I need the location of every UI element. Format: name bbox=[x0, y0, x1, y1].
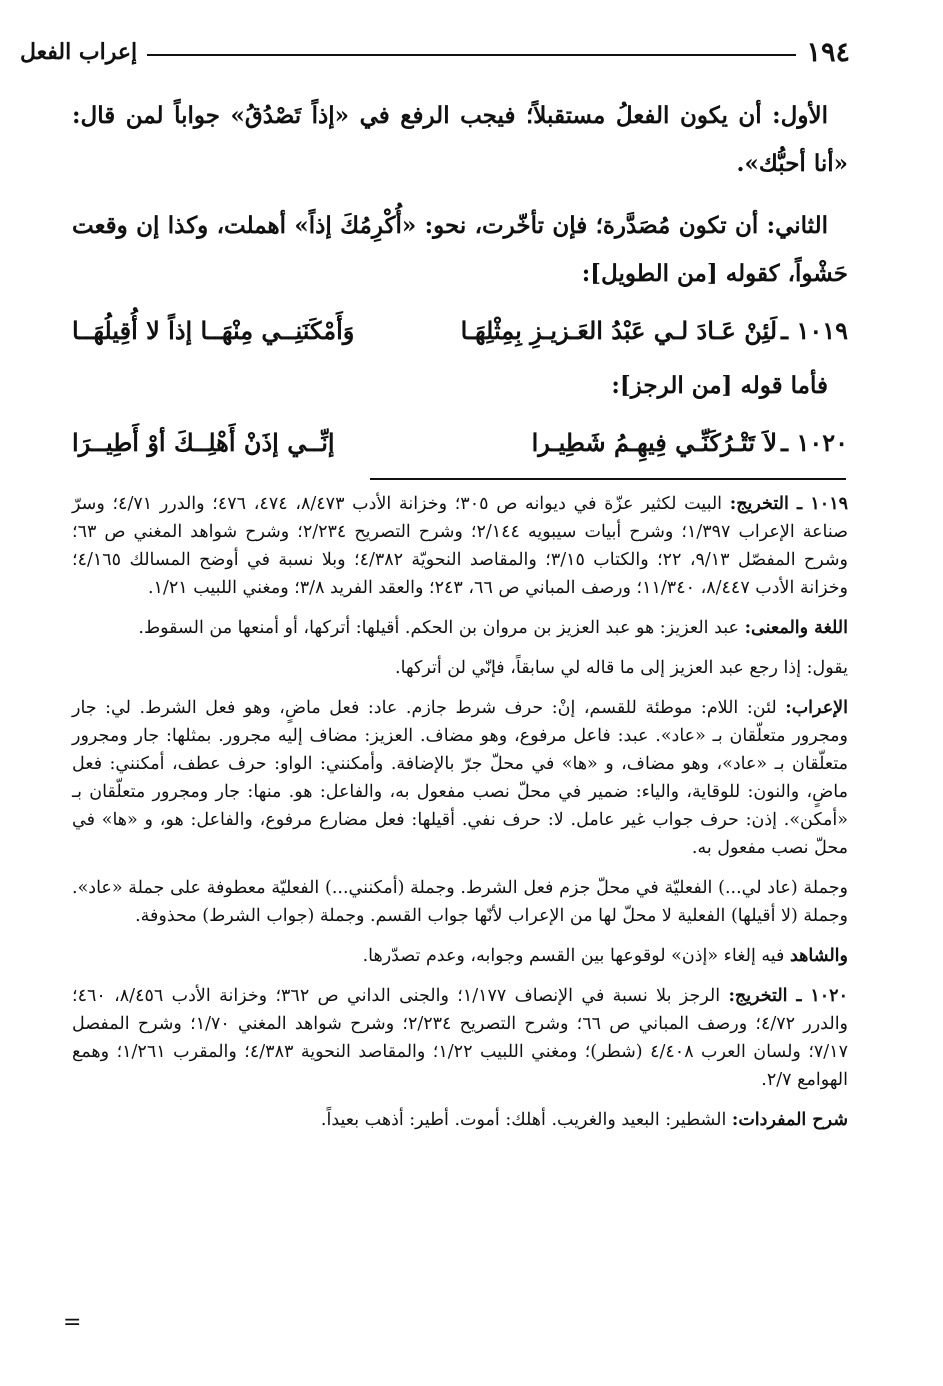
verse-number: ١٠١٩ ـ bbox=[781, 315, 848, 345]
note-label: والشاهد bbox=[789, 946, 848, 966]
paragraph-second-condition: الثاني: أن تكون مُصَدَّرة؛ فإن تأخّرت، نحو: «أُكْرِمُكَ إذاً» أهملت، وكذا إن وقعت حَشْواً، كقوله [من الطويل]: bbox=[72, 212, 848, 287]
note-text: عبد العزيز: هو عبد العزيز بن مروان بن الحكم. أقيلها: أتركها، أو أمنعها من السقوط. bbox=[138, 618, 745, 638]
verse-1019 bbox=[72, 302, 848, 358]
footnote-parsing bbox=[72, 694, 848, 862]
verse-second-hemistich: وَأَمْكَنَنِــي مِنْهَــا إذاً لا أُقِيلُهَــا bbox=[71, 315, 355, 345]
note-text: الشطير: البعيد والغريب. أهلك: أموت. أطير: أذهب بعيداً. bbox=[320, 1110, 732, 1130]
note-label: شرح المفردات: bbox=[731, 1110, 848, 1130]
note-text: فيه إلغاء «إذن» لوقوعها بين القسم وجوابه، وعدم تصدّرها. bbox=[362, 946, 790, 966]
footnote-language-meaning bbox=[72, 614, 848, 642]
paragraph-rajaz-intro: فأما قوله [من الرجز]: bbox=[611, 372, 828, 399]
main-text bbox=[72, 92, 848, 474]
note-text: البيت لكثير عزّة في ديوانه ص ٣٠٥؛ وخزانة الأدب ٨/٤٧٣، ٤٧٤، ٤٧٦؛ والدرر ٤/٧١؛ وسرّ صناعة الإعراب ١/٣٩٧؛ وشرح أبيات سيبويه ٢/١٤٤؛ وشرح التصريح ٢/٢٣٤؛ وشرح شواهد المغني ص ٦٣؛ وشرح المفصّل ٩/١٣، ٢٢؛ والكتاب ٣/١٥؛ والمقاصد النحويّة ٤/٣٨٢؛ وبلا نسبة في أوضح المسالك ٤/١٦٥؛ وخزانة الأدب ٨/٤٤٧، ١١/٣٤٠؛ ورصف المباني ص ٦٦، ٢٤٣؛ والعقد الفريد ٣/٨؛ ومغني اللبيب ١/٢١. bbox=[72, 494, 849, 598]
verse-1020 bbox=[72, 414, 848, 470]
note-label: ١٠١٩ ـ التخريج: bbox=[729, 494, 848, 514]
note-label: الإعراب: bbox=[785, 698, 848, 718]
footnote-evidence bbox=[72, 942, 848, 970]
verse-second-hemistich: إنِّــي إذَنْ أَهْلِــكَ أوْ أَطِيــرَا bbox=[71, 427, 335, 457]
verse-first-hemistich: لاَ تَتْـرُكَنِّـي فِيهِـمُ شَطِيـرا bbox=[531, 427, 778, 457]
footnote-meaning: يقول: إذا رجع عبد العزيز إلى ما قاله لي سابقاً، فإنّي لن أتركها. bbox=[395, 658, 848, 678]
note-label: ١٠٢٠ ـ التخريج: bbox=[728, 986, 848, 1006]
continuation-marker: = bbox=[63, 1310, 82, 1335]
footnote-sentences: وجملة (عاد لي...) الفعليّة في محلّ جزم فعل الشرط. وجملة (أمكنني...) الفعليّة معطوفة على جملة «عاد». وجملة (لا أقيلها) الفعلية لا محلّ لها من الإعراب لأنّها جواب القسم. وجملة (جواب الشرط) محذوفة. bbox=[72, 878, 848, 926]
header-rule bbox=[147, 54, 796, 56]
footnote-takhrij-1020 bbox=[72, 982, 848, 1094]
footnotes bbox=[72, 490, 848, 1134]
note-text: الرجز بلا نسبة في الإنصاف ١/١٧٧؛ والجنى الداني ص ٣٦٢؛ وخزانة الأدب ٨/٤٥٦، ٤٦٠؛ والدرر ٤/٧٢؛ ورصف المباني ص ٦٦؛ وشرح التصريح ٢/٢٣٤؛ وشرح شواهد المغني ١/٧٠؛ وشرح المفصل ٧/١٧؛ ولسان العرب ٤/٤٠٨ (شطر)؛ ومغني اللبيب ١/٢٢؛ والمقاصد النحوية ٤/٣٨٣؛ والمقرب ١/٢٦١؛ وهمع الهوامع ٢/٧. bbox=[72, 986, 849, 1090]
page-header bbox=[20, 32, 850, 72]
note-text: لئن: اللام: موطئة للقسم، إنْ: حرف شرط جازم. عاد: فعل ماضٍ، وهو فعل الشرط. لي: جار ومجرور متعلّقان بـ «عاد». عبد: فاعل مرفوع، وهو مضاف. العزيز: مضاف إليه مجرور. بمثلها: جار ومجرور متعلّقان بـ «عاد»، وهو مضاف، و «ها» في محلّ جرّ بالإضافة. وأمكنني: الواو: حرف عطف، أمكنني: فعل ماضٍ، والنون: للوقاية، والياء: ضمير في محلّ نصب مفعول به، والفاعل: هو. منها: جار ومجرور متعلّقان بـ «أمكن». إذن: حرف جواب غير عامل. لا: حرف نفي. أقيلها: فعل مضارع مرفوع، والفاعل: هو، و «ها» في محلّ نصب مفعول به. bbox=[72, 698, 848, 858]
running-title: إعراب الفعل bbox=[20, 39, 138, 65]
page-number: ١٩٤ bbox=[806, 36, 850, 68]
paragraph-first-condition: الأول: أن يكون الفعلُ مستقبلاً؛ فيجب الرفع في «إذاً تَصْدُقُ» جواباً لمن قال: «أنا أحبُّك». bbox=[72, 102, 848, 177]
verse-number: ١٠٢٠ ـ bbox=[781, 427, 848, 457]
verse-first-hemistich: لَئِنْ عَـادَ لـي عَبْدُ العَـزيـزِ بِمِثْلِهَـا bbox=[460, 315, 778, 345]
note-label: اللغة والمعنى: bbox=[744, 618, 848, 638]
footnote-separator bbox=[370, 478, 846, 480]
footnote-takhrij-1019 bbox=[72, 490, 848, 602]
footnote-vocabulary bbox=[72, 1106, 848, 1134]
